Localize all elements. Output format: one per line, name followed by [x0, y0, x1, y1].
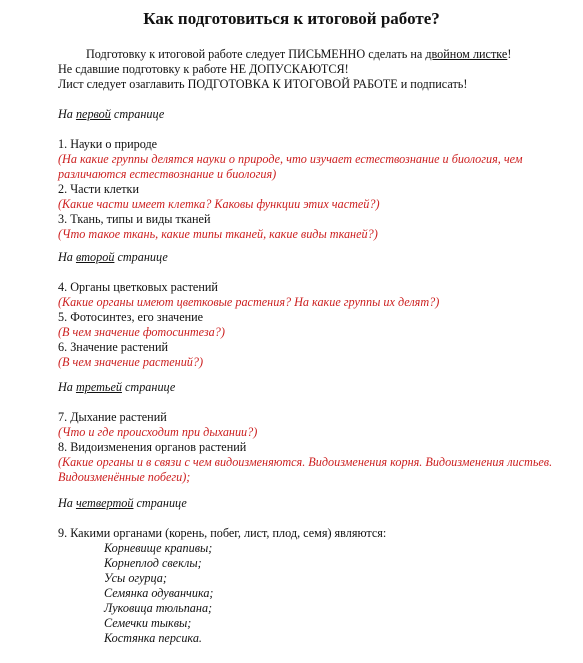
section-heading-post: странице	[110, 107, 165, 121]
list-item: Костянка персика.	[104, 631, 202, 645]
page-title: Как подготовиться к итоговой работе?	[143, 9, 440, 28]
list-item: Семечки тыквы;	[104, 616, 192, 630]
item-question: (Что и где происходит при дыхании?)	[58, 425, 258, 439]
item-label: 6. Значение растений	[58, 340, 168, 354]
section-page-4	[58, 496, 558, 646]
list-item: Корнеплод свеклы;	[104, 556, 202, 570]
section-heading-pre: На	[58, 380, 76, 394]
intro-line-1	[58, 47, 548, 62]
section-heading-post: странице	[121, 380, 176, 394]
organ-list	[58, 541, 558, 646]
item-label: 2. Части клетки	[58, 182, 140, 196]
item-label: 8. Видоизменения органов растений	[58, 440, 247, 454]
item-question: (Какие органы и в связи с чем видоизменяются. Видоизменения корня. Видоизменения листьев. Видоизменённые побеги);	[58, 455, 553, 484]
intro-line-2: Не сдавшие подготовку к работе НЕ ДОПУСКАЮТСЯ!	[58, 62, 349, 76]
section-heading	[58, 107, 558, 122]
section-heading-pre: На	[58, 107, 76, 121]
intro-line-1-end: !	[507, 47, 512, 61]
section-heading-post: странице	[133, 496, 187, 510]
section-heading-page: третьей	[75, 380, 122, 394]
intro-line-1-text: Подготовку к итоговой работе следует ПИСЬМЕННО сделать на	[86, 47, 426, 61]
item-label: 3. Ткань, типы и виды тканей	[58, 212, 211, 226]
section-heading-page: четвертой	[75, 496, 134, 510]
item-question: (Какие органы имеют цветковые растения? На какие группы их делят?)	[58, 295, 440, 309]
list-item: Луковица тюльпана;	[104, 601, 213, 615]
section-heading	[58, 496, 558, 511]
item-question: (В чем значение фотосинтеза?)	[58, 325, 225, 339]
section-heading-page: первой	[75, 107, 111, 121]
section-page-2	[58, 250, 558, 370]
item-question: (На какие группы делятся науки о природе, что изучает естествознание и биология, чем различаются естествознание и биология)	[58, 152, 523, 181]
section-heading-post: странице	[114, 250, 168, 264]
item-question: (Что такое ткань, какие типы тканей, какие виды тканей?)	[58, 227, 378, 241]
list-item: Семянка одуванчика;	[104, 586, 214, 600]
item-label: 9. Какими органами (корень, побег, лист, плод, семя) являются:	[58, 526, 387, 540]
item-label: 4. Органы цветковых растений	[58, 280, 218, 294]
item-label: 5. Фотосинтез, его значение	[58, 310, 204, 324]
item-label: 7. Дыхание растений	[58, 410, 167, 424]
section-heading	[58, 250, 558, 265]
section-page-1	[58, 107, 558, 242]
intro-line-3: Лист следует озаглавить ПОДГОТОВКА К ИТОГОВОЙ РАБОТЕ и подписать!	[58, 77, 468, 91]
double-sheet-underlined: двойном листке	[425, 47, 508, 61]
item-question: (В чем значение растений?)	[58, 355, 204, 369]
section-page-3	[58, 380, 558, 485]
section-heading-pre: На	[58, 496, 76, 510]
item-question: (Какие части имеет клетка? Каковы функции этих частей?)	[58, 197, 380, 211]
intro-block	[58, 47, 548, 92]
item-label: 1. Науки о природе	[58, 137, 158, 151]
list-item: Корневище крапивы;	[104, 541, 213, 555]
list-item: Усы огурца;	[104, 571, 167, 585]
section-heading-page: второй	[75, 250, 115, 264]
section-heading-pre: На	[58, 250, 76, 264]
section-heading	[58, 380, 558, 395]
